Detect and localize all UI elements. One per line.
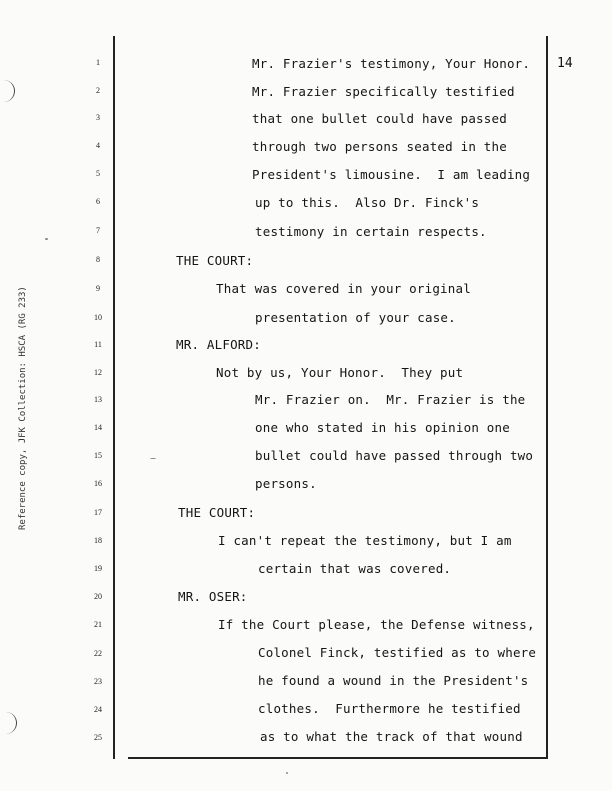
transcript-line: That was covered in your original: [216, 281, 471, 296]
transcript-line: Mr. Frazier on. Mr. Frazier is the: [255, 392, 526, 407]
line-number: 5: [96, 169, 100, 178]
punch-hole-top: [0, 80, 15, 102]
speaker-label: THE COURT:: [178, 505, 256, 520]
frame-right-rule: [546, 36, 548, 759]
line-number: 23: [94, 677, 102, 686]
transcript-line: bullet could have passed through two: [255, 448, 534, 463]
transcript-line: If the Court please, the Defense witness,: [218, 617, 535, 632]
line-number: 8: [96, 255, 100, 264]
transcript-line: through two persons seated in the: [252, 139, 507, 154]
line-number: 21: [94, 620, 102, 629]
transcript-line: Mr. Frazier's testimony, Your Honor.: [252, 56, 531, 71]
line-number: 1: [96, 58, 100, 67]
transcript-line: I can't repeat the testimony, but I am: [218, 533, 512, 548]
transcript-line: he found a wound in the President's: [258, 673, 529, 688]
transcript-line: that one bullet could have passed: [252, 111, 507, 126]
scan-speck: [150, 458, 156, 459]
line-number: 20: [94, 592, 102, 601]
line-number: 11: [94, 340, 102, 349]
line-number: 9: [96, 284, 100, 293]
transcript-line: persons.: [255, 476, 317, 491]
page-number: 14: [557, 56, 573, 71]
line-number: 22: [94, 649, 102, 658]
transcript-line: presentation of your case.: [255, 310, 456, 325]
scan-speck: [45, 238, 48, 240]
transcript-line: Mr. Frazier specifically testified: [252, 84, 515, 99]
line-number: 16: [94, 479, 102, 488]
line-number: 17: [94, 508, 102, 517]
speaker-label: THE COURT:: [176, 253, 254, 268]
scan-speck: [286, 772, 288, 774]
transcript-line: up to this. Also Dr. Finck's: [255, 195, 480, 210]
line-number: 4: [96, 141, 100, 150]
line-number: 24: [94, 705, 102, 714]
transcript-line: as to what the track of that wound: [260, 729, 523, 744]
line-number: 18: [94, 536, 102, 545]
line-number: 12: [94, 368, 102, 377]
line-number: 13: [94, 395, 102, 404]
transcript-line: one who stated in his opinion one: [255, 420, 510, 435]
line-number: 2: [96, 86, 100, 95]
archive-margin-note: Reference copy, JFK Collection: HSCA (RG 233): [18, 286, 28, 530]
punch-hole-bottom: [2, 712, 17, 734]
transcript-line: testimony in certain respects.: [255, 224, 487, 239]
line-number: 15: [94, 451, 102, 460]
transcript-line: President's limousine. I am leading: [252, 167, 531, 182]
transcript-line: certain that was covered.: [258, 561, 452, 576]
transcript-line: Not by us, Your Honor. They put: [216, 365, 464, 380]
line-number: 7: [96, 226, 100, 235]
frame-left-rule: [113, 36, 115, 759]
line-number: 25: [94, 733, 102, 742]
speaker-label: MR. ALFORD:: [176, 337, 261, 352]
line-number: 10: [94, 313, 102, 322]
line-number: 6: [96, 197, 100, 206]
line-number-column: [88, 0, 108, 791]
transcript-line: Colonel Finck, testified as to where: [258, 645, 537, 660]
speaker-label: MR. OSER:: [178, 589, 248, 604]
line-number: 19: [94, 564, 102, 573]
frame-bottom-rule: [128, 757, 548, 759]
transcript-line: clothes. Furthermore he testified: [258, 701, 521, 716]
line-number: 14: [94, 423, 102, 432]
line-number: 3: [96, 113, 100, 122]
